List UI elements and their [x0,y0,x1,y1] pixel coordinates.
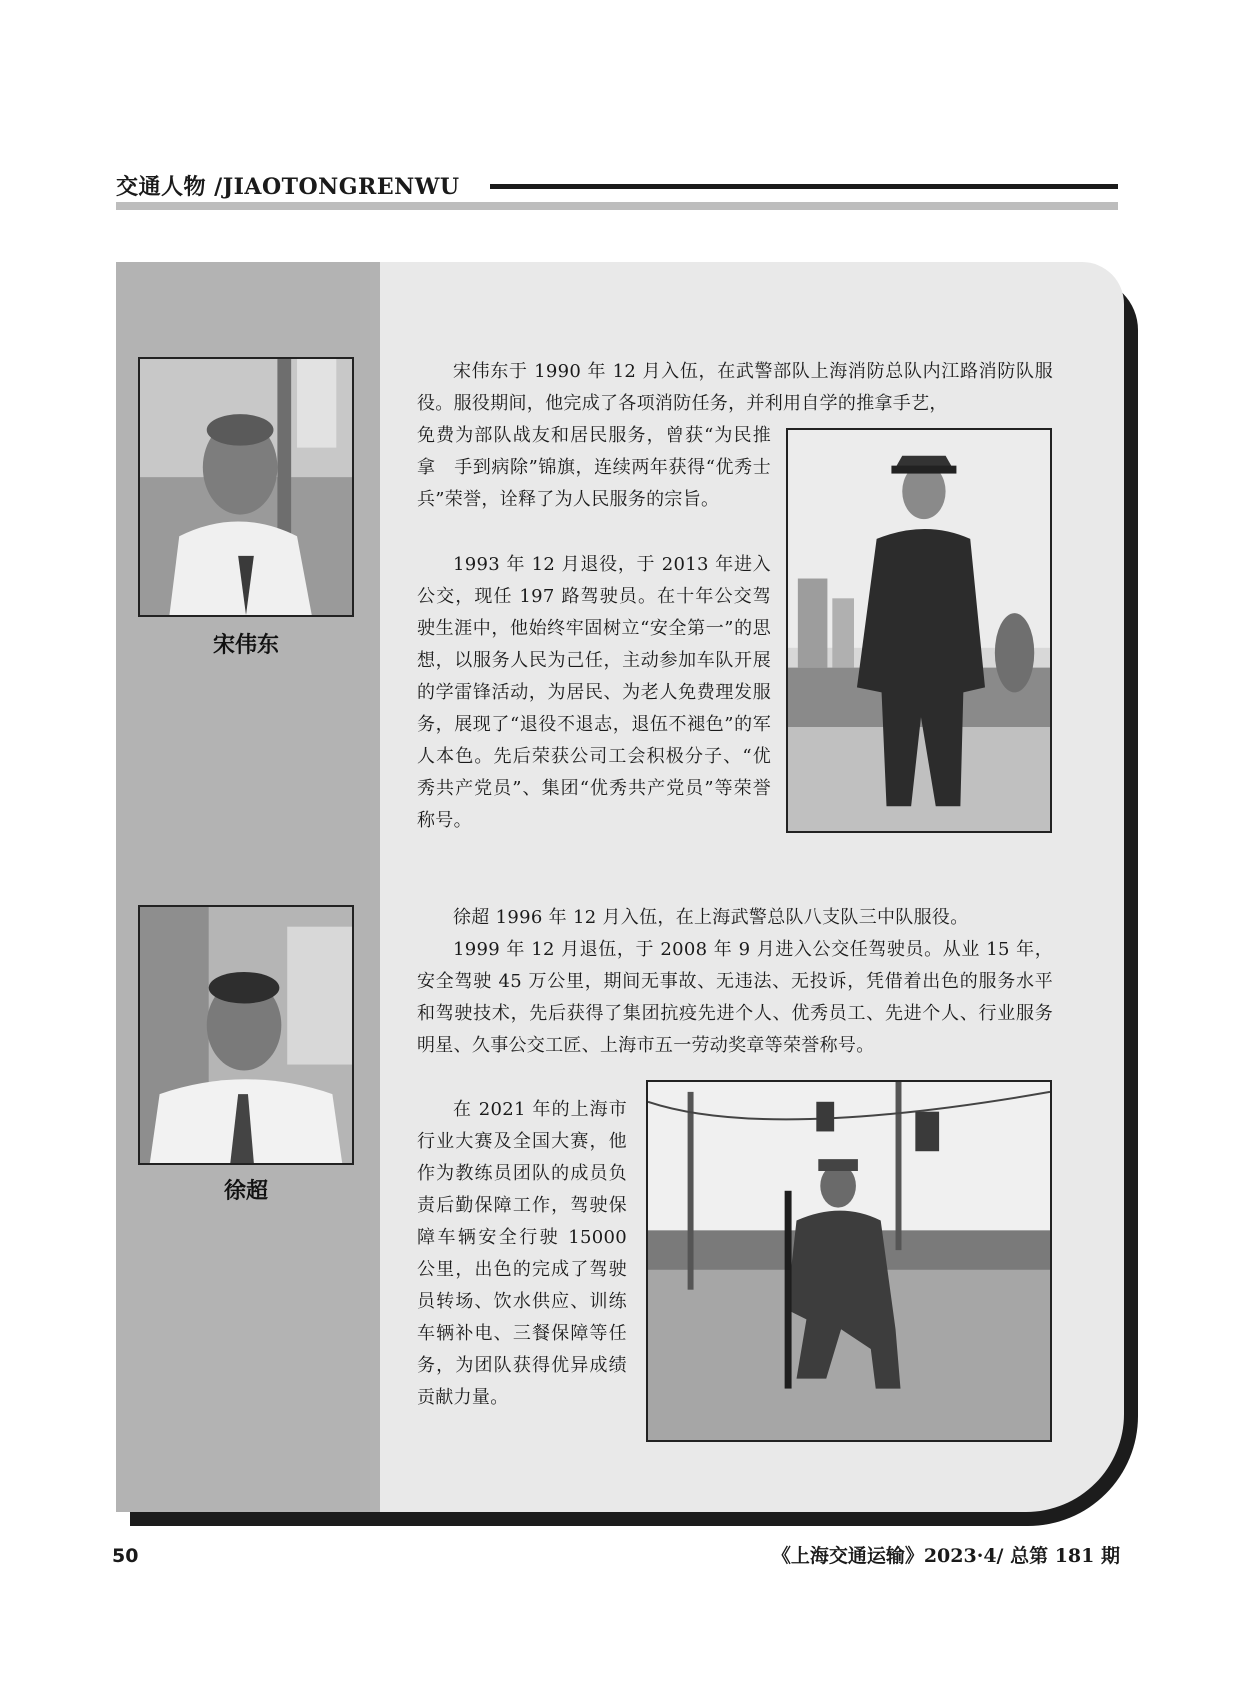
portrait-xu-chao [138,905,354,1165]
xu-paragraph-2: 1999 年 12 月退伍，于 2008 年 9 月进入公交任驾驶员。从业 15 年，安全驾驶 45 万公里，期间无事故、无违法、无投诉，凭借着出色的服务水平和驾驶技术，先后获得了集团抗疫先进个人、优秀员工、先进个人、行业服务明星、久事公交工匠、上海市五一劳动奖章等荣誉称号。 [417,939,1053,1056]
song-paragraph-2: 1993 年 12 月退役，于 2013 年进入公交，现任 197 路驾驶员。在十年公交驾驶生涯中，他始终牢固树立“安全第一”的思想，以服务人民为己任，主动参加车队开展的学雷锋活动，为居民、为老人免费理发服务，展现了“退役不退志，退伍不褪色”的军人本色。先后荣获公司工会积极分子、“优秀共产党员”、集团“优秀共产党员”等荣誉称号。 [417,554,771,831]
section-header-title: 交通人物 /JIAOTONGRENWU [116,174,460,200]
xu-paragraph-1: 徐超 1996 年 12 月入伍，在上海武警总队八支队三中队服役。 [453,907,969,928]
portrait-caption: 徐超 [223,1179,268,1204]
header-bar [116,202,1118,210]
photo-field-training [646,1080,1052,1442]
portrait-caption: 宋伟东 [212,633,279,658]
xu-paragraph-3: 在 2021 年的上海市行业大赛及全国大赛，他作为教练员团队的成员负责后勤保障工作，驾驶保障车辆安全行驶 15000 公里，出色的完成了驾驶员转场、饮水供应、训练车辆补电、三餐保障等任务，为团队获得优异成绩贡献力量。 [417,1099,627,1408]
song-paragraph-1-part2: 免费为部队战友和居民服务，曾获“为民推拿 手到病除”锦旗，连续两年获得“优秀士兵”荣誉，诠释了为人民服务的宗旨。 [417,425,771,510]
page-number: 50 [112,1545,139,1567]
photo-uniform [786,428,1052,833]
song-paragraph-1-part1: 宋伟东于 1990 年 12 月入伍，在武警部队上海消防总队内江路消防队服役。服役期间，他完成了各项消防任务，并利用自学的推拿手艺， [417,361,1053,414]
header-rule [490,184,1118,189]
journal-issue-info: 《上海交通运输》2023·4/ 总第 181 期 [771,1545,1120,1567]
portrait-song-weidong [138,357,354,617]
